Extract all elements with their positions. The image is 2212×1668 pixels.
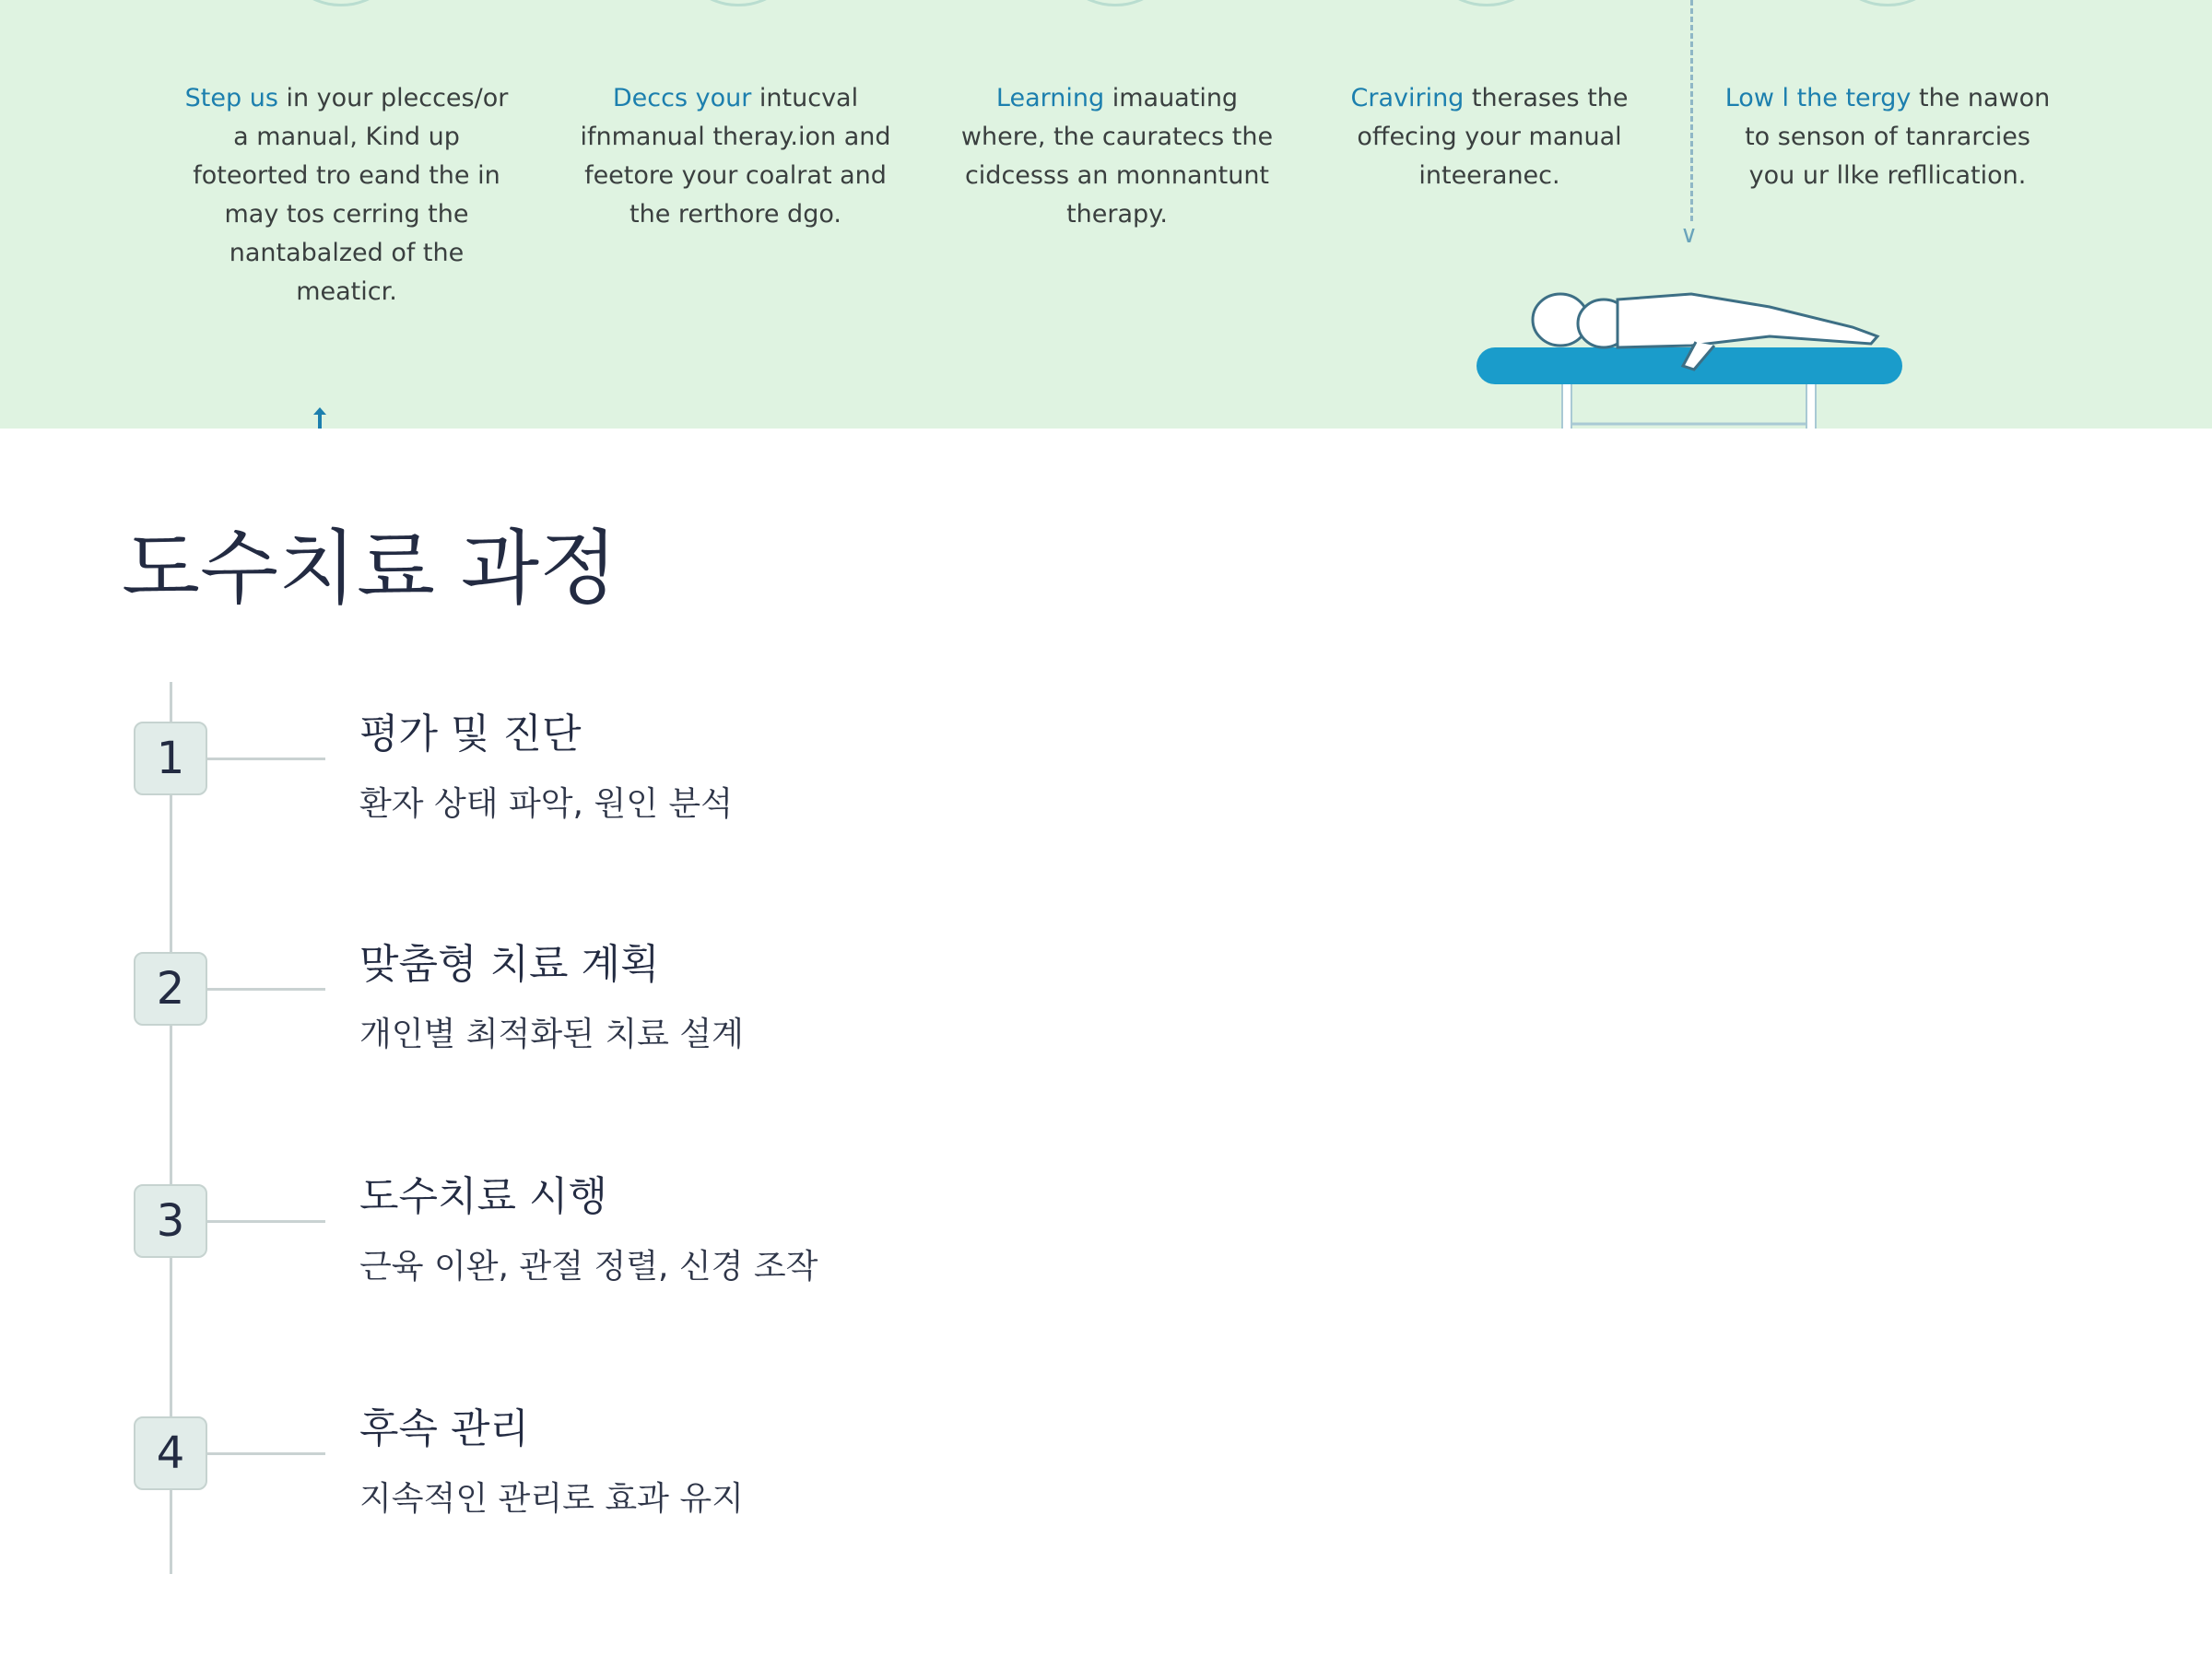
banner-step-5-text xyxy=(1722,79,2053,195)
down-arrow-icon: ∨ xyxy=(1680,221,1699,249)
banner-step-5-body: the nawon to senson of tanrarcies you ur llke refllication. xyxy=(1745,84,2051,190)
dashed-connector-line xyxy=(1690,0,1693,221)
step-description: 근육 이완, 관절 정렬, 신경 조작 xyxy=(359,1248,818,1286)
banner-step-3-accent: Learning xyxy=(995,84,1105,112)
step-circle-5 xyxy=(1825,0,1950,6)
up-arrow-icon xyxy=(318,413,322,429)
step-number-badge: 4 xyxy=(134,1416,207,1490)
step-circle-4 xyxy=(1424,0,1549,6)
banner-step-2-accent: Deccs your xyxy=(612,84,752,112)
banner-step-5-accent: Low l the tergy xyxy=(1724,84,1912,112)
banner-step-3-body: imauating where, the cauratecs the cidcesss an monnantunt therapy. xyxy=(960,84,1274,229)
process-step-3 xyxy=(0,1173,2212,1322)
treatment-table-illustration xyxy=(1465,281,1917,429)
banner-step-3-text xyxy=(951,79,1283,234)
page-title: 도수치료 과정 xyxy=(122,521,618,616)
banner-step-4-accent: Craviring xyxy=(1350,84,1465,112)
banner-step-1-body: in your plecces/or a manual, Kind up foteorted tro eand the in may tos cerring the nantabalzed of the meaticr. xyxy=(193,84,509,306)
step-connector xyxy=(207,1220,325,1223)
infographic-banner xyxy=(0,0,2212,429)
step-description: 지속적인 관리로 효과 유지 xyxy=(359,1480,744,1518)
step-circle-3 xyxy=(1053,0,1178,6)
step-circle-2 xyxy=(676,0,801,6)
banner-step-4-body: therases the offecing your manual inteeranec. xyxy=(1357,84,1629,190)
step-number-badge: 3 xyxy=(134,1184,207,1258)
step-title: 도수치료 시행 xyxy=(359,1173,608,1220)
step-circle-1 xyxy=(278,0,404,6)
process-step-2 xyxy=(0,941,2212,1090)
step-description: 개인별 최적화된 치료 설계 xyxy=(359,1016,744,1053)
banner-step-1-accent: Step us xyxy=(184,84,278,112)
banner-step-2-text xyxy=(570,79,901,234)
step-connector xyxy=(207,758,325,760)
process-step-1 xyxy=(0,711,2212,860)
step-connector xyxy=(207,988,325,991)
banner-step-1-text xyxy=(181,79,512,311)
step-connector xyxy=(207,1452,325,1455)
step-number-badge: 2 xyxy=(134,952,207,1026)
step-title: 평가 및 진단 xyxy=(359,711,582,758)
banner-step-4-text xyxy=(1324,79,1655,195)
step-number-badge: 1 xyxy=(134,722,207,795)
step-title: 후속 관리 xyxy=(359,1405,530,1452)
step-description: 환자 상태 파악, 원인 분석 xyxy=(359,785,733,823)
banner-step-2-body: intucval ifnmanual theray.ion and feetore your coalrat and the rerthore dgo. xyxy=(580,84,891,229)
process-step-4 xyxy=(0,1405,2212,1555)
step-title: 맞춤형 치료 계획 xyxy=(359,941,660,988)
